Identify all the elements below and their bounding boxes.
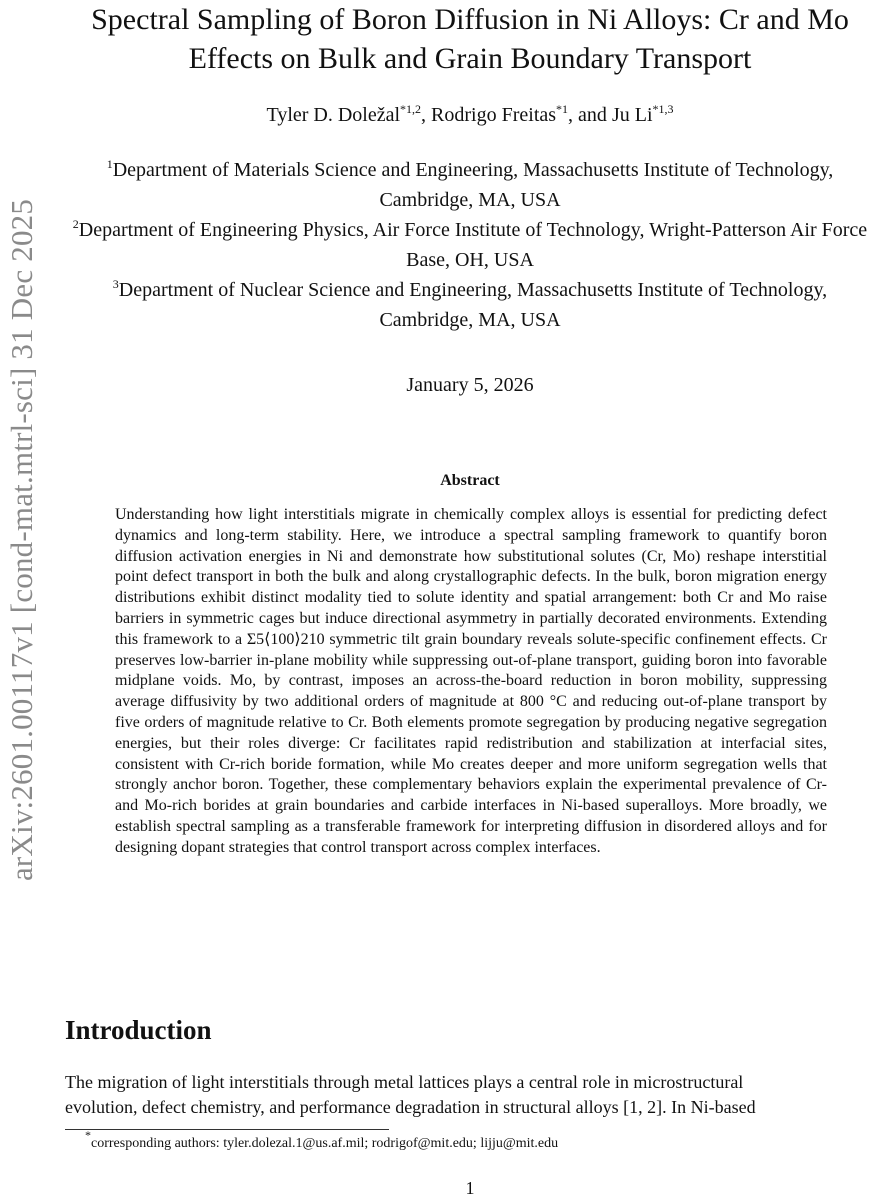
author-affiliation-marker: *1,2 — [400, 102, 422, 116]
footnote-marker: * — [85, 1128, 91, 1142]
publication-date: January 5, 2026 — [406, 374, 534, 396]
arxiv-identifier-stamp — [0, 160, 44, 920]
footnote-divider — [65, 1129, 389, 1130]
author-name: Tyler D. Doležal — [266, 104, 401, 126]
author-name: Rodrigo Freitas — [431, 104, 557, 126]
affiliation — [70, 275, 870, 335]
author-list — [70, 104, 870, 127]
abstract-text: Understanding how light interstitials migrate in chemically complex alloys is essential for predicting defect dynamics and long-term stability. Here, we introduce a spectral sampling framework to quantify boron diffusion activation energies in Ni and demonstrate how substitutional solutes (Cr, Mo) reshape interstitial point defect transport in both the bulk and along crystallographic defects. In the bulk, boron migration energy distributions exhibit distinct modality tied to solute identity and spatial arrangement: both Cr and Mo raise barriers in symmetric cages but induce directional asymmetry in partially decorated environments. Extending this framework to a Σ5⟨100⟩210 symmetric tilt grain boundary reveals solute-specific confinement effects. Cr preserves low-barrier in-plane mobility while suppressing out-of-plane transport, guiding boron into favorable midplane voids. Mo, by contrast, imposes an across-the-board reduction in boron mobility, suppressing average diffusivity by two additional orders of magnitude at 800 °C and reducing out-of-plane transport by five orders of magnitude relative to Cr. Both elements promote segregation by producing negative segregation energies, but their roles diverge: Cr facilitates rapid redistribution and stabilization at interfacial sites, consistent with Cr-rich boride formation, while Mo creates deeper and more uniform segregation wells that strongly anchor boron. Together, these complementary behaviors explain the experimental prevalence of Cr- and Mo-rich borides at grain boundaries and carbide interfaces in Ni-based superalloys. More broadly, we establish spectral sampling as a transferable framework for interpreting diffusion in disordered alloys and for designing dopant strategies that control transport across complex interfaces. — [115, 506, 827, 856]
abstract-heading: Abstract — [440, 472, 500, 489]
introduction-line: evolution, defect chemistry, and performance degradation in structural alloys [1, 2]. In Ni-based — [65, 1097, 756, 1117]
introduction-heading: Introduction — [65, 1015, 212, 1045]
author-name: Ju Li — [611, 104, 653, 126]
affiliation-marker: 1 — [106, 157, 113, 171]
affiliation — [70, 155, 870, 215]
author-separator: , and — [568, 104, 612, 126]
author-affiliation-marker: *1,3 — [652, 102, 674, 116]
affiliation-marker: 2 — [72, 217, 79, 231]
footnote-text: corresponding authors: tyler.dolezal.1@us.af.mil; rodrigof@mit.edu; lijju@mit.edu — [91, 1136, 559, 1151]
page-number: 1 — [465, 1178, 475, 1198]
affiliation-text: Department of Nuclear Science and Engineering, Massachusetts Institute of Technology, Cambridge, MA, USA — [118, 279, 828, 331]
affiliation-list — [70, 155, 870, 335]
author-affiliation-marker: *1 — [556, 102, 569, 116]
affiliation-text: Department of Engineering Physics, Air Force Institute of Technology, Wright-Patterson Air Force Base, OH, USA — [78, 219, 868, 271]
paper-title: Spectral Sampling of Boron Diffusion in Ni Alloys: Cr and Mo Effects on Bulk and Grain Boundary Transport — [91, 3, 849, 75]
affiliation — [70, 215, 870, 275]
corresponding-author-footnote — [85, 1128, 559, 1152]
author-separator: , — [421, 104, 432, 126]
introduction-line: The migration of light interstitials through metal lattices plays a central role in microstructural — [65, 1072, 744, 1092]
introduction-text — [65, 1070, 876, 1120]
arxiv-identifier-text: arXiv:2601.00117v1 [cond-mat.mtrl-sci] 31 Dec 2025 — [4, 198, 39, 882]
affiliation-text: Department of Materials Science and Engineering, Massachusetts Institute of Technology, Cambridge, MA, USA — [112, 159, 834, 211]
affiliation-marker: 3 — [112, 277, 119, 291]
